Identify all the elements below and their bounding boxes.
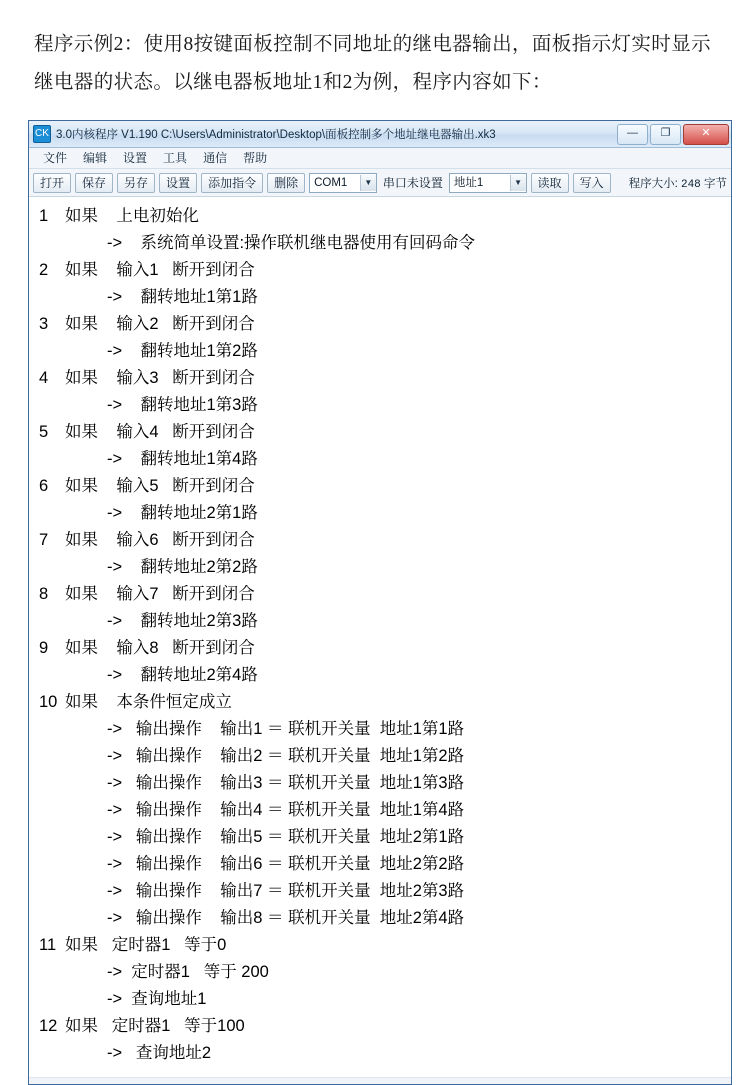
- program-line[interactable]: [29, 743, 731, 770]
- menu-item-file[interactable]: 文件: [43, 150, 68, 165]
- program-line[interactable]: [29, 905, 731, 932]
- program-line[interactable]: [29, 419, 731, 446]
- program-line[interactable]: [29, 716, 731, 743]
- program-line-text: -> 输出操作 输出8 ＝ 联机开关量 地址2第4路: [107, 909, 465, 927]
- program-line[interactable]: [29, 824, 731, 851]
- program-line-text: -> 系统简单设置:操作联机继电器使用有回码命令: [107, 234, 476, 252]
- status-bar: [29, 1077, 731, 1084]
- program-line[interactable]: [29, 689, 731, 716]
- program-line[interactable]: [29, 797, 731, 824]
- screenshot-window-wrapper: [28, 120, 732, 1085]
- menu-bar: [29, 148, 731, 169]
- application-window: [28, 120, 732, 1085]
- program-line-text: -> 定时器1 等于 200: [107, 963, 269, 981]
- menu-item-help[interactable]: 帮助: [243, 150, 268, 165]
- program-line[interactable]: [29, 959, 731, 986]
- program-line[interactable]: [29, 662, 731, 689]
- open-button[interactable]: 打开: [33, 173, 71, 193]
- program-line-text: -> 翻转地址2第4路: [107, 666, 258, 684]
- program-line-text: 如果 输入1 断开到闭合: [65, 261, 255, 279]
- title-bar: [29, 121, 731, 148]
- program-line-text: 如果 定时器1 等于100: [65, 1017, 245, 1035]
- program-line[interactable]: [29, 554, 731, 581]
- program-size-unit: 字节: [704, 177, 727, 190]
- intro-paragraph: [0, 0, 750, 102]
- program-line-text: 如果 输入6 断开到闭合: [65, 531, 255, 549]
- program-line-text: -> 翻转地址2第2路: [107, 558, 258, 576]
- window-title: 3.0内核程序 V1.190 C:\Users\Administrator\Desktop\面板控制多个地址继电器输出.xk3: [56, 129, 496, 141]
- app-icon: CK: [33, 125, 51, 143]
- chevron-down-icon[interactable]: ▼: [510, 175, 526, 191]
- chevron-down-icon[interactable]: ▼: [360, 175, 376, 191]
- serial-status-label: 串口未设置: [382, 176, 443, 190]
- add-instruction-button[interactable]: 添加指令: [201, 173, 263, 193]
- address-select[interactable]: [449, 173, 527, 193]
- program-line-text: -> 翻转地址1第3路: [107, 396, 258, 414]
- program-line[interactable]: [29, 392, 731, 419]
- program-line-text: -> 查询地址1: [107, 990, 207, 1008]
- program-line-text: 如果 输入3 断开到闭合: [65, 369, 255, 387]
- program-line-text: -> 输出操作 输出3 ＝ 联机开关量 地址1第3路: [107, 774, 465, 792]
- program-line-number: 8: [39, 585, 49, 603]
- program-line-text: 如果 输入7 断开到闭合: [65, 585, 255, 603]
- program-line-text: -> 翻转地址2第1路: [107, 504, 258, 522]
- program-line[interactable]: [29, 365, 731, 392]
- read-button[interactable]: 读取: [531, 173, 569, 193]
- program-line[interactable]: [29, 581, 731, 608]
- write-button[interactable]: 写入: [573, 173, 611, 193]
- program-size-status: [629, 175, 727, 191]
- program-line[interactable]: [29, 1040, 731, 1067]
- program-line-text: -> 翻转地址1第4路: [107, 450, 258, 468]
- program-line-text: -> 查询地址2: [107, 1044, 212, 1062]
- settings-button[interactable]: 设置: [159, 173, 197, 193]
- close-button[interactable]: ✕: [683, 124, 729, 145]
- program-line-text: 如果 上电初始化: [65, 207, 199, 225]
- program-line-text: -> 输出操作 输出7 ＝ 联机开关量 地址2第3路: [107, 882, 465, 900]
- program-line-text: -> 输出操作 输出4 ＝ 联机开关量 地址1第4路: [107, 801, 465, 819]
- program-line-text: -> 输出操作 输出2 ＝ 联机开关量 地址1第2路: [107, 747, 465, 765]
- program-line-text: -> 翻转地址2第3路: [107, 612, 258, 630]
- program-line-number: 12: [39, 1017, 58, 1035]
- delete-button[interactable]: 删除: [267, 173, 305, 193]
- window-controls: [617, 124, 729, 145]
- program-line-text: -> 翻转地址1第2路: [107, 342, 258, 360]
- program-size-label: 程序大小:: [628, 177, 678, 190]
- menu-item-tools[interactable]: 工具: [163, 150, 188, 165]
- program-line[interactable]: [29, 770, 731, 797]
- menu-item-communication[interactable]: 通信: [203, 150, 228, 165]
- program-line[interactable]: [29, 257, 731, 284]
- program-line-text: -> 翻转地址1第1路: [107, 288, 258, 306]
- program-line-text: 如果 本条件恒定成立: [65, 693, 232, 711]
- program-line[interactable]: [29, 284, 731, 311]
- program-line-number: 9: [39, 639, 49, 657]
- program-line[interactable]: [29, 203, 731, 230]
- program-line-number: 2: [39, 261, 49, 279]
- toolbar: [29, 169, 731, 197]
- program-line[interactable]: [29, 311, 731, 338]
- program-line-number: 3: [39, 315, 49, 333]
- program-line-text: 如果 输入2 断开到闭合: [65, 315, 255, 333]
- save-button[interactable]: 保存: [75, 173, 113, 193]
- minimize-button[interactable]: —: [617, 124, 648, 145]
- program-line-text: 如果 定时器1 等于0: [65, 936, 227, 954]
- program-line-number: 11: [39, 936, 57, 954]
- intro-text: 程序示例2：使用8按键面板控制不同地址的继电器输出，面板指示灯实时显示继电器的状态。以继电器板地址1和2为例，程序内容如下：: [34, 34, 712, 93]
- program-line[interactable]: [29, 1013, 731, 1040]
- address-value: 地址1: [453, 176, 484, 189]
- com-port-select[interactable]: [309, 173, 377, 193]
- program-line-text: 如果 输入4 断开到闭合: [65, 423, 255, 441]
- com-port-value: COM1: [314, 176, 348, 189]
- program-listing[interactable]: [29, 197, 731, 1077]
- program-line[interactable]: [29, 446, 731, 473]
- program-line-number: 7: [39, 531, 49, 549]
- program-line[interactable]: [29, 878, 731, 905]
- program-line-text: -> 输出操作 输出5 ＝ 联机开关量 地址2第1路: [107, 828, 465, 846]
- program-line-number: 4: [39, 369, 49, 387]
- program-line[interactable]: [29, 230, 731, 257]
- program-line[interactable]: [29, 500, 731, 527]
- program-line[interactable]: [29, 473, 731, 500]
- program-line-number: 5: [39, 423, 49, 441]
- program-line[interactable]: [29, 338, 731, 365]
- program-line-text: -> 输出操作 输出1 ＝ 联机开关量 地址1第1路: [107, 720, 465, 738]
- menu-item-edit[interactable]: 编辑: [83, 150, 108, 165]
- program-line[interactable]: [29, 527, 731, 554]
- program-line-text: 如果 输入5 断开到闭合: [65, 477, 255, 495]
- program-line-text: 如果 输入8 断开到闭合: [65, 639, 255, 657]
- program-line[interactable]: [29, 932, 731, 959]
- program-line[interactable]: [29, 608, 731, 635]
- program-line-number: 10: [39, 693, 58, 711]
- program-line[interactable]: [29, 635, 731, 662]
- program-line[interactable]: [29, 986, 731, 1013]
- menu-item-settings[interactable]: 设置: [123, 150, 148, 165]
- program-line-number: 6: [39, 477, 49, 495]
- program-line-number: 1: [39, 207, 49, 225]
- program-line-text: -> 输出操作 输出6 ＝ 联机开关量 地址2第2路: [107, 855, 465, 873]
- save-as-button[interactable]: 另存: [117, 173, 155, 193]
- program-line[interactable]: [29, 851, 731, 878]
- maximize-button[interactable]: ❐: [650, 124, 681, 145]
- program-size-value: 248: [680, 178, 701, 191]
